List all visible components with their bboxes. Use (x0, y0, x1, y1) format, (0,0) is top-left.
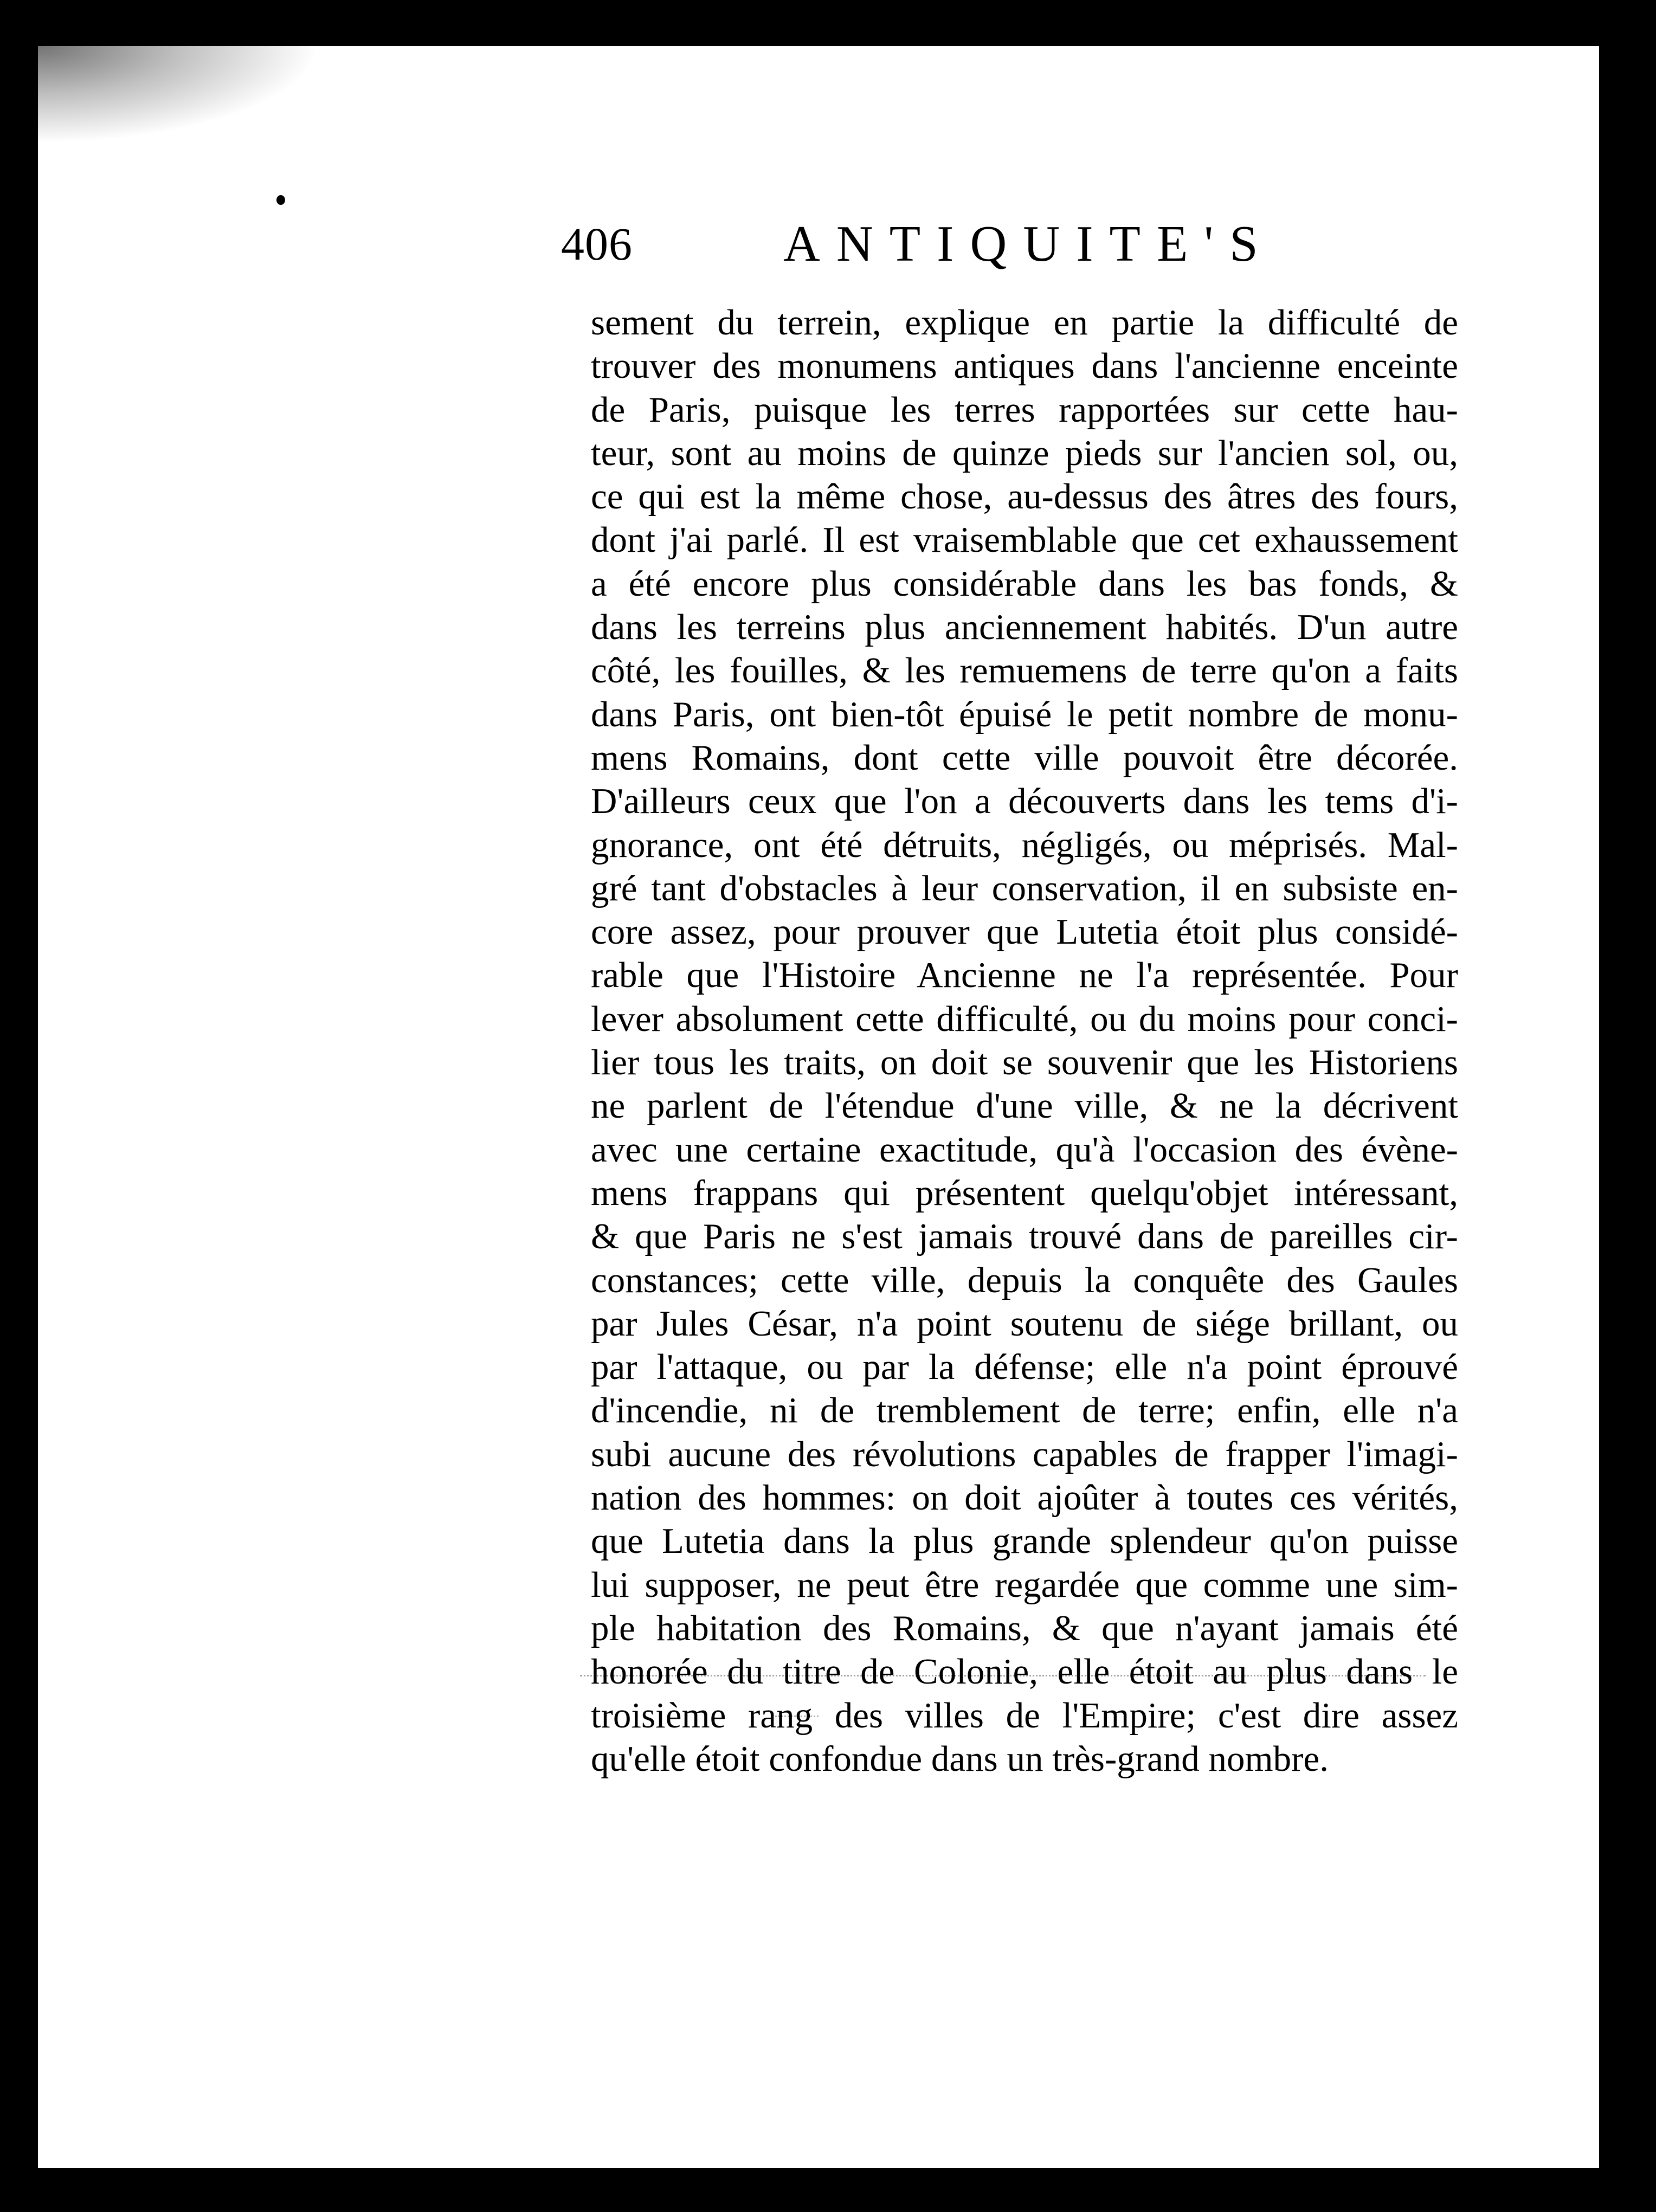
body-text (591, 301, 1458, 1781)
text-line: lier tous les traits, on doit se souvenir que les Historiens (591, 1042, 1458, 1083)
text-line: par Jules César, n'a point soutenu de siége brillant, ou (591, 1303, 1458, 1344)
text-line: & que Paris ne s'est jamais trouvé dans de pareilles cir- (591, 1216, 1458, 1257)
faint-show-through (775, 1716, 819, 1720)
text-line: côté, les fouilles, & les remuemens de terre qu'on a faits (591, 650, 1458, 691)
ink-spot (276, 195, 285, 205)
page-number: 406 (561, 218, 633, 270)
text-line: a été encore plus considérable dans les bas fonds, & (591, 563, 1458, 604)
text-line: core assez, pour prouver que Lutetia étoit plus considé- (591, 912, 1458, 952)
text-line: sement du terrein, explique en partie la difficulté de (591, 302, 1458, 343)
text-line-last: qu'elle étoit confondue dans un très-grand nombre. (591, 1738, 1329, 1779)
text-line: ple habitation des Romains, & que n'ayant jamais été (591, 1608, 1458, 1648)
book-page (38, 46, 1599, 2168)
text-line: dans Paris, ont bien-tôt épuisé le petit nombre de monu- (591, 694, 1458, 734)
text-line: mens frappans qui présentent quelqu'objet intéressant, (591, 1172, 1458, 1213)
text-line: avec une certaine exactitude, qu'à l'occasion des évène- (591, 1129, 1458, 1170)
text-line: lever absolument cette difficulté, ou du moins pour conci- (591, 998, 1458, 1039)
text-line: ne parlent de l'étendue d'une ville, & ne la décrivent (591, 1086, 1458, 1126)
text-line: teur, sont au moins de quinze pieds sur l'ancien sol, ou, (591, 433, 1458, 473)
text-line: D'ailleurs ceux que l'on a découverts dans les tems d'i- (591, 781, 1458, 822)
text-line: que Lutetia dans la plus grande splendeur qu'on puisse (591, 1521, 1458, 1562)
running-head (561, 209, 1537, 279)
scan-smudge (38, 46, 320, 144)
text-line: subi aucune des révolutions capables de frapper l'imagi- (591, 1434, 1458, 1474)
text-line: lui supposer, ne peut être regardée que comme une sim- (591, 1564, 1458, 1605)
text-line: dont j'ai parlé. Il est vraisemblable que cet exhaussement (591, 520, 1458, 560)
running-title: ANTIQUITE'S (783, 216, 1274, 272)
text-line: gnorance, ont été détruits, négligés, ou méprisés. Mal- (591, 824, 1458, 865)
text-line: troisième rang des villes de l'Empire; c'est dire assez (591, 1695, 1458, 1736)
text-line: trouver des monumens antiques dans l'ancienne enceinte (591, 346, 1458, 386)
text-line: honorée du titre de Colonie, elle étoit au plus dans le (591, 1652, 1458, 1692)
text-line: d'incendie, ni de tremblement de terre; enfin, elle n'a (591, 1390, 1458, 1431)
text-line: de Paris, puisque les terres rapportées sur cette hau- (591, 389, 1458, 430)
text-line: par l'attaque, ou par la défense; elle n'a point éprouvé (591, 1347, 1458, 1388)
text-line: gré tant d'obstacles à leur conservation, il en subsiste en- (591, 868, 1458, 908)
text-line: nation des hommes: on doit ajoûter à toutes ces vérités, (591, 1478, 1458, 1518)
faint-show-through (580, 1675, 1426, 1680)
text-line: mens Romains, dont cette ville pouvoit être décorée. (591, 737, 1458, 778)
text-line: ce qui est la même chose, au-dessus des âtres des fours, (591, 476, 1458, 517)
text-line: dans les terreins plus anciennement habités. D'un autre (591, 607, 1458, 648)
text-line: rable que l'Histoire Ancienne ne l'a représentée. Pour (591, 955, 1458, 996)
text-line: constances; cette ville, depuis la conquête des Gaules (591, 1260, 1458, 1300)
